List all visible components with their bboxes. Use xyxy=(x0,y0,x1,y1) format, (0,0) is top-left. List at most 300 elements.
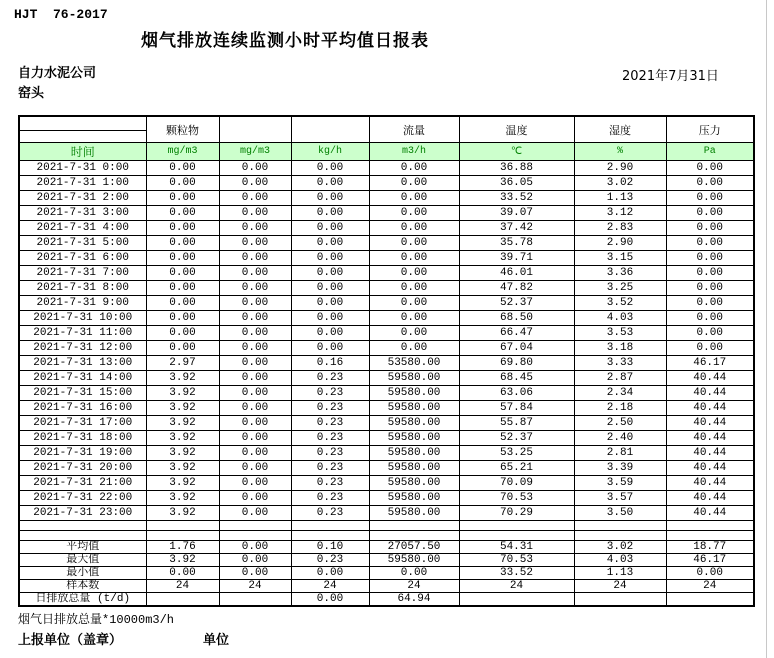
row-value: 0.00 xyxy=(666,326,754,341)
row-value: 3.33 xyxy=(574,356,666,371)
empty-cell xyxy=(291,521,369,531)
row-value: 0.00 xyxy=(291,161,369,176)
summary-value: 0.00 xyxy=(666,567,754,580)
summary-value: 0.00 xyxy=(146,567,219,580)
empty-cell xyxy=(219,521,291,531)
row-value: 35.78 xyxy=(459,236,574,251)
summary-value: 1.76 xyxy=(146,541,219,554)
row-value: 0.00 xyxy=(291,296,369,311)
row-value: 3.92 xyxy=(146,461,219,476)
hour-row xyxy=(19,506,754,521)
row-value: 40.44 xyxy=(666,431,754,446)
hour-row xyxy=(19,251,754,266)
row-time: 2021-7-31 23:00 xyxy=(19,506,146,521)
row-time: 2021-7-31 7:00 xyxy=(19,266,146,281)
col-group-flow: 流量 xyxy=(369,116,459,143)
row-value: 2.40 xyxy=(574,431,666,446)
empty-cell xyxy=(19,531,146,541)
hour-row xyxy=(19,491,754,506)
row-value: 0.00 xyxy=(369,221,459,236)
summary-value: 24 xyxy=(219,580,291,593)
unit-celsius: ℃ xyxy=(459,143,574,161)
hour-row xyxy=(19,431,754,446)
row-value: 46.17 xyxy=(666,356,754,371)
summary-row xyxy=(19,554,754,567)
empty-cell xyxy=(146,521,219,531)
unit-label: 单位 xyxy=(203,633,230,648)
row-value: 0.00 xyxy=(291,251,369,266)
summary-value: 0.00 xyxy=(369,567,459,580)
hour-row xyxy=(19,236,754,251)
row-value: 0.00 xyxy=(219,251,291,266)
row-value: 2.90 xyxy=(574,161,666,176)
row-value: 0.00 xyxy=(219,401,291,416)
row-value: 2.83 xyxy=(574,221,666,236)
row-value: 0.00 xyxy=(219,191,291,206)
unit-mg-m3-1: mg/m3 xyxy=(146,143,219,161)
row-time: 2021-7-31 19:00 xyxy=(19,446,146,461)
row-value: 0.23 xyxy=(291,416,369,431)
hour-row xyxy=(19,341,754,356)
row-value: 53.25 xyxy=(459,446,574,461)
row-value: 37.42 xyxy=(459,221,574,236)
row-time: 2021-7-31 12:00 xyxy=(19,341,146,356)
row-value: 52.37 xyxy=(459,296,574,311)
row-value: 46.01 xyxy=(459,266,574,281)
row-time: 2021-7-31 8:00 xyxy=(19,281,146,296)
row-value: 59580.00 xyxy=(369,401,459,416)
empty-cell xyxy=(459,521,574,531)
row-value: 3.15 xyxy=(574,251,666,266)
row-value: 0.00 xyxy=(291,236,369,251)
row-value: 70.53 xyxy=(459,491,574,506)
hour-row xyxy=(19,221,754,236)
empty-cell xyxy=(219,531,291,541)
row-value: 0.23 xyxy=(291,371,369,386)
row-value: 0.00 xyxy=(146,161,219,176)
row-value: 0.00 xyxy=(219,311,291,326)
summary-value: 4.03 xyxy=(574,554,666,567)
unit-percent: % xyxy=(574,143,666,161)
empty-cell xyxy=(369,521,459,531)
row-time: 2021-7-31 15:00 xyxy=(19,386,146,401)
row-value: 3.92 xyxy=(146,491,219,506)
page-edge xyxy=(766,0,767,658)
row-value: 0.00 xyxy=(146,341,219,356)
hour-row xyxy=(19,191,754,206)
row-value: 0.00 xyxy=(219,206,291,221)
summary-value: 24 xyxy=(291,580,369,593)
row-value: 3.92 xyxy=(146,416,219,431)
row-value: 63.06 xyxy=(459,386,574,401)
row-value: 59580.00 xyxy=(369,386,459,401)
summary-value: 24 xyxy=(146,580,219,593)
spacer-row xyxy=(19,531,754,541)
row-value: 0.00 xyxy=(146,236,219,251)
row-value: 3.57 xyxy=(574,491,666,506)
row-value: 0.23 xyxy=(291,446,369,461)
empty-cell xyxy=(291,531,369,541)
col-group-pressure: 压力 xyxy=(666,116,754,143)
row-value: 40.44 xyxy=(666,506,754,521)
row-value: 0.00 xyxy=(146,191,219,206)
row-value: 70.09 xyxy=(459,476,574,491)
row-value: 47.82 xyxy=(459,281,574,296)
row-value: 0.00 xyxy=(219,431,291,446)
row-value: 0.00 xyxy=(219,221,291,236)
row-value: 3.92 xyxy=(146,401,219,416)
summary-value: 46.17 xyxy=(666,554,754,567)
row-value: 57.84 xyxy=(459,401,574,416)
row-time: 2021-7-31 14:00 xyxy=(19,371,146,386)
row-value: 40.44 xyxy=(666,371,754,386)
row-value: 36.05 xyxy=(459,176,574,191)
summary-label: 平均值 xyxy=(19,541,146,554)
row-value: 0.00 xyxy=(146,311,219,326)
summary-value: 3.92 xyxy=(146,554,219,567)
summary-label: 日排放总量 (t/d) xyxy=(19,593,146,607)
row-value: 0.00 xyxy=(291,221,369,236)
col-group-temperature: 温度 xyxy=(459,116,574,143)
row-time: 2021-7-31 2:00 xyxy=(19,191,146,206)
time-column-header: 时间 xyxy=(19,143,146,161)
row-time: 2021-7-31 11:00 xyxy=(19,326,146,341)
row-value: 39.71 xyxy=(459,251,574,266)
summary-value: 3.02 xyxy=(574,541,666,554)
summary-value: 1.13 xyxy=(574,567,666,580)
row-time: 2021-7-31 22:00 xyxy=(19,491,146,506)
row-value: 0.00 xyxy=(666,191,754,206)
row-value: 3.12 xyxy=(574,206,666,221)
summary-value: 27057.50 xyxy=(369,541,459,554)
summary-value: 24 xyxy=(369,580,459,593)
row-value: 65.21 xyxy=(459,461,574,476)
row-value: 0.23 xyxy=(291,386,369,401)
row-value: 3.36 xyxy=(574,266,666,281)
summary-row xyxy=(19,567,754,580)
row-value: 36.88 xyxy=(459,161,574,176)
row-value: 3.59 xyxy=(574,476,666,491)
row-value: 0.00 xyxy=(369,341,459,356)
summary-value: 0.10 xyxy=(291,541,369,554)
row-value: 40.44 xyxy=(666,401,754,416)
row-value: 3.92 xyxy=(146,506,219,521)
row-value: 0.00 xyxy=(219,161,291,176)
reporting-unit-label: 上报单位（盖章） xyxy=(18,633,123,648)
row-time: 2021-7-31 5:00 xyxy=(19,236,146,251)
row-value: 70.29 xyxy=(459,506,574,521)
hour-row xyxy=(19,446,754,461)
row-value: 0.00 xyxy=(666,341,754,356)
spacer-row xyxy=(19,521,754,531)
row-value: 2.18 xyxy=(574,401,666,416)
row-value: 3.92 xyxy=(146,446,219,461)
row-time: 2021-7-31 1:00 xyxy=(19,176,146,191)
row-value: 0.00 xyxy=(146,296,219,311)
row-value: 0.00 xyxy=(146,251,219,266)
summary-value: 33.52 xyxy=(459,567,574,580)
row-value: 2.97 xyxy=(146,356,219,371)
row-value: 0.00 xyxy=(369,161,459,176)
row-value: 0.00 xyxy=(369,281,459,296)
row-value: 53580.00 xyxy=(369,356,459,371)
row-value: 0.00 xyxy=(219,326,291,341)
unit-kg-h: kg/h xyxy=(291,143,369,161)
row-value: 33.52 xyxy=(459,191,574,206)
row-value: 0.23 xyxy=(291,431,369,446)
hour-row xyxy=(19,371,754,386)
row-value: 59580.00 xyxy=(369,416,459,431)
row-value: 59580.00 xyxy=(369,446,459,461)
report-table xyxy=(18,115,755,607)
summary-value: 70.53 xyxy=(459,554,574,567)
row-value: 59580.00 xyxy=(369,491,459,506)
summary-label: 最大值 xyxy=(19,554,146,567)
row-value: 2.87 xyxy=(574,371,666,386)
empty-cell xyxy=(146,531,219,541)
row-time: 2021-7-31 9:00 xyxy=(19,296,146,311)
row-value: 0.00 xyxy=(219,296,291,311)
row-value: 0.00 xyxy=(146,281,219,296)
hour-row xyxy=(19,281,754,296)
row-value: 0.00 xyxy=(219,416,291,431)
row-value: 0.00 xyxy=(666,206,754,221)
row-value: 0.00 xyxy=(666,161,754,176)
row-value: 0.00 xyxy=(219,461,291,476)
row-value: 0.00 xyxy=(666,311,754,326)
row-value: 0.00 xyxy=(666,281,754,296)
row-value: 0.00 xyxy=(219,236,291,251)
empty-cell xyxy=(459,531,574,541)
row-value: 67.04 xyxy=(459,341,574,356)
flow-total-note: 烟气日排放总量*10000m3/h xyxy=(18,613,175,627)
row-value: 0.00 xyxy=(219,506,291,521)
row-time: 2021-7-31 4:00 xyxy=(19,221,146,236)
empty-cell xyxy=(574,531,666,541)
hour-row xyxy=(19,176,754,191)
row-value: 0.00 xyxy=(291,266,369,281)
hour-row xyxy=(19,416,754,431)
row-value: 0.00 xyxy=(666,296,754,311)
row-value: 3.92 xyxy=(146,386,219,401)
empty-cell xyxy=(574,521,666,531)
row-value: 0.00 xyxy=(666,266,754,281)
row-value: 0.23 xyxy=(291,506,369,521)
page-title: 烟气排放连续监测小时平均值日报表 xyxy=(141,31,429,51)
row-value: 0.23 xyxy=(291,476,369,491)
hour-row xyxy=(19,461,754,476)
hour-row xyxy=(19,296,754,311)
row-value: 0.00 xyxy=(666,176,754,191)
row-value: 0.00 xyxy=(666,236,754,251)
row-value: 40.44 xyxy=(666,416,754,431)
row-time: 2021-7-31 13:00 xyxy=(19,356,146,371)
row-value: 69.80 xyxy=(459,356,574,371)
row-value: 3.39 xyxy=(574,461,666,476)
row-value: 0.16 xyxy=(291,356,369,371)
row-value: 68.50 xyxy=(459,311,574,326)
row-value: 2.90 xyxy=(574,236,666,251)
row-value: 0.23 xyxy=(291,491,369,506)
summary-value xyxy=(459,593,574,607)
summary-value xyxy=(574,593,666,607)
row-value: 0.00 xyxy=(219,281,291,296)
row-value: 0.00 xyxy=(146,206,219,221)
summary-row xyxy=(19,593,754,607)
summary-value: 24 xyxy=(574,580,666,593)
row-time: 2021-7-31 21:00 xyxy=(19,476,146,491)
col-group-humidity: 湿度 xyxy=(574,116,666,143)
row-value: 0.00 xyxy=(291,191,369,206)
unit-pa: Pa xyxy=(666,143,754,161)
row-value: 59580.00 xyxy=(369,506,459,521)
row-value: 0.00 xyxy=(291,326,369,341)
row-time: 2021-7-31 17:00 xyxy=(19,416,146,431)
row-time: 2021-7-31 0:00 xyxy=(19,161,146,176)
row-value: 0.00 xyxy=(219,176,291,191)
summary-value xyxy=(666,593,754,607)
row-value: 3.52 xyxy=(574,296,666,311)
monitoring-point: 窑头 xyxy=(18,86,45,101)
row-value: 0.00 xyxy=(369,296,459,311)
row-value: 0.23 xyxy=(291,401,369,416)
row-value: 2.81 xyxy=(574,446,666,461)
row-time: 2021-7-31 3:00 xyxy=(19,206,146,221)
hour-row xyxy=(19,356,754,371)
hour-row xyxy=(19,161,754,176)
row-value: 40.44 xyxy=(666,461,754,476)
row-value: 1.13 xyxy=(574,191,666,206)
empty-cell xyxy=(369,531,459,541)
row-value: 68.45 xyxy=(459,371,574,386)
row-value: 3.53 xyxy=(574,326,666,341)
empty-cell xyxy=(666,531,754,541)
row-time: 2021-7-31 20:00 xyxy=(19,461,146,476)
hour-row xyxy=(19,311,754,326)
row-value: 3.25 xyxy=(574,281,666,296)
row-value: 59580.00 xyxy=(369,431,459,446)
summary-value xyxy=(146,593,219,607)
summary-value: 24 xyxy=(666,580,754,593)
row-value: 0.00 xyxy=(219,341,291,356)
summary-label: 最小值 xyxy=(19,567,146,580)
hour-row xyxy=(19,326,754,341)
row-value: 59580.00 xyxy=(369,461,459,476)
summary-value: 18.77 xyxy=(666,541,754,554)
summary-value: 0.00 xyxy=(291,593,369,607)
report-date: 2021年7月31日 xyxy=(622,69,719,84)
summary-value: 24 xyxy=(459,580,574,593)
row-time: 2021-7-31 10:00 xyxy=(19,311,146,326)
row-value: 40.44 xyxy=(666,446,754,461)
row-value: 39.07 xyxy=(459,206,574,221)
summary-row xyxy=(19,580,754,593)
row-value: 3.92 xyxy=(146,371,219,386)
summary-value: 64.94 xyxy=(369,593,459,607)
col-group-blank-1 xyxy=(219,116,291,143)
summary-value: 0.00 xyxy=(219,541,291,554)
row-value: 0.00 xyxy=(291,341,369,356)
summary-value: 0.23 xyxy=(291,554,369,567)
hour-row xyxy=(19,401,754,416)
summary-row xyxy=(19,541,754,554)
summary-label: 样本数 xyxy=(19,580,146,593)
row-value: 0.00 xyxy=(219,386,291,401)
row-value: 3.92 xyxy=(146,476,219,491)
row-value: 0.00 xyxy=(369,311,459,326)
row-value: 3.50 xyxy=(574,506,666,521)
row-value: 0.23 xyxy=(291,461,369,476)
row-value: 40.44 xyxy=(666,386,754,401)
row-value: 3.92 xyxy=(146,431,219,446)
row-time: 2021-7-31 16:00 xyxy=(19,401,146,416)
row-value: 55.87 xyxy=(459,416,574,431)
row-value: 59580.00 xyxy=(369,371,459,386)
row-value: 2.50 xyxy=(574,416,666,431)
summary-value: 0.00 xyxy=(291,567,369,580)
row-value: 0.00 xyxy=(369,251,459,266)
corner-cell-top xyxy=(19,116,146,131)
row-value: 0.00 xyxy=(219,491,291,506)
row-value: 0.00 xyxy=(219,371,291,386)
empty-cell xyxy=(19,521,146,531)
row-value: 40.44 xyxy=(666,491,754,506)
row-value: 0.00 xyxy=(291,281,369,296)
row-value: 0.00 xyxy=(369,176,459,191)
row-value: 0.00 xyxy=(219,266,291,281)
group-header-row xyxy=(19,116,754,131)
empty-cell xyxy=(666,521,754,531)
row-value: 0.00 xyxy=(146,266,219,281)
row-value: 52.37 xyxy=(459,431,574,446)
row-value: 0.00 xyxy=(146,176,219,191)
summary-value: 0.00 xyxy=(219,567,291,580)
row-value: 0.00 xyxy=(369,326,459,341)
row-value: 0.00 xyxy=(666,221,754,236)
row-value: 0.00 xyxy=(146,221,219,236)
hour-row xyxy=(19,206,754,221)
row-value: 0.00 xyxy=(219,446,291,461)
company-name: 自力水泥公司 xyxy=(18,66,97,81)
row-value: 59580.00 xyxy=(369,476,459,491)
row-value: 66.47 xyxy=(459,326,574,341)
col-group-blank-2 xyxy=(291,116,369,143)
row-value: 0.00 xyxy=(291,206,369,221)
row-value: 0.00 xyxy=(666,251,754,266)
row-time: 2021-7-31 18:00 xyxy=(19,431,146,446)
standard-code: HJT 76-2017 xyxy=(14,7,108,22)
summary-value xyxy=(219,593,291,607)
unit-m3-h: m3/h xyxy=(369,143,459,161)
row-value: 0.00 xyxy=(219,356,291,371)
row-time: 2021-7-31 6:00 xyxy=(19,251,146,266)
hour-row xyxy=(19,266,754,281)
summary-value: 0.00 xyxy=(219,554,291,567)
row-value: 0.00 xyxy=(146,326,219,341)
summary-value: 59580.00 xyxy=(369,554,459,567)
hour-row xyxy=(19,386,754,401)
row-value: 2.34 xyxy=(574,386,666,401)
col-group-particulate: 颗粒物 xyxy=(146,116,219,143)
row-value: 4.03 xyxy=(574,311,666,326)
unit-header-row xyxy=(19,143,754,161)
row-value: 40.44 xyxy=(666,476,754,491)
corner-cell-bottom xyxy=(19,131,146,143)
row-value: 0.00 xyxy=(219,476,291,491)
row-value: 3.02 xyxy=(574,176,666,191)
row-value: 0.00 xyxy=(291,311,369,326)
row-value: 0.00 xyxy=(369,236,459,251)
